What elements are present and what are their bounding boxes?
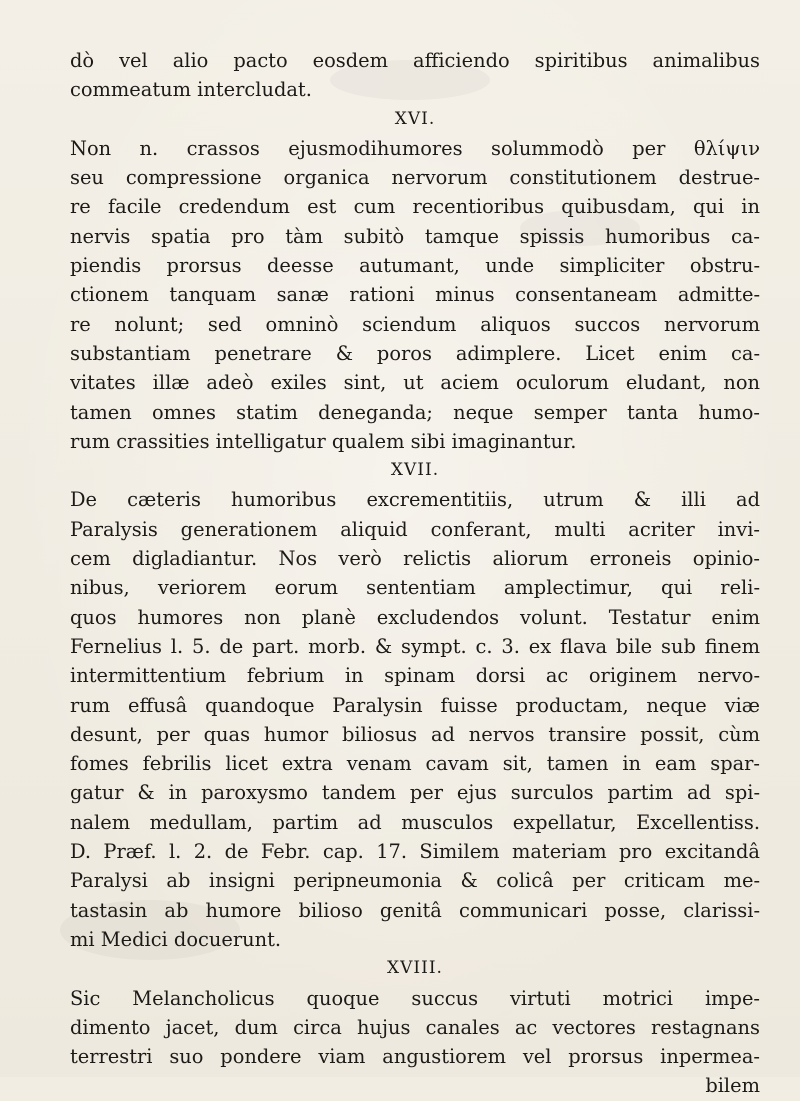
text-line: dò vel alio pacto eosdem afficiendo spiritibus animalibus — [70, 49, 760, 72]
text-line: nalem medullam, partim ad musculos expellatur, Excellentiss. — [70, 810, 760, 834]
text-line: D. Præf. l. 2. de Febr. cap. 17. Similem materiam pro excitandâ — [70, 840, 760, 864]
text-line: re facile credendum est cum recentioribus quibusdam, qui in — [70, 195, 760, 219]
section-number: XVII. — [390, 460, 440, 481]
text-line: vitates illæ adeò exiles sint, ut aciem oculorum eludant, non — [70, 371, 760, 395]
text-line: terrestri suo pondere viam angustiorem vel prorsus inpermea- — [70, 1045, 760, 1069]
text-line: Paralysis generationem aliquid conferant, multi acriter invi- — [70, 517, 760, 541]
text-line: substantiam penetrare & poros adimplere. Licet enim ca- — [70, 341, 760, 365]
body-text — [70, 46, 760, 1101]
text-line: rum crassities intelligatur qualem sibi imaginantur. — [70, 429, 577, 453]
text-line: quos humores non planè excludendos volunt. Testatur enim — [70, 605, 760, 629]
text-line: tastasin ab humore bilioso genitâ communicari posse, clarissi- — [70, 898, 760, 922]
text-line: intermittentium febrium in spinam dorsi ac originem nervo- — [70, 664, 760, 688]
section-number: XVIII. — [387, 958, 443, 979]
text-line: seu compressione organica nervorum constitutionem destrue- — [70, 166, 760, 190]
text-line: piendis prorsus deesse autumant, unde simpliciter obstru- — [70, 254, 760, 278]
text-line: Sic Melancholicus quoque succus virtuti motrici impe- — [70, 986, 760, 1010]
text-line: commeatum intercludat. — [70, 78, 312, 102]
text-line: ctionem tanquam sanæ rationi minus consentaneam admitte- — [70, 283, 760, 307]
text-line: mi Medici docuerunt. — [70, 927, 282, 951]
text-line: nervis spatia pro tàm subitò tamque spissis humoribus ca- — [70, 224, 760, 248]
text-line: Non n. crassos ejusmodihumores solummodò per θλίψιν — [70, 136, 760, 160]
text-line: nibus, veriorem eorum sententiam amplectimur, qui reli- — [70, 576, 760, 600]
text-line: fomes febrilis licet extra venam cavam sit, tamen in eam spar- — [70, 752, 760, 776]
text-line: re nolunt; sed omninò sciendum aliquos succos nervorum — [70, 312, 760, 336]
text-line: tamen omnes statim deneganda; neque semper tanta humo- — [70, 400, 760, 424]
section-number: XVI. — [394, 108, 436, 129]
text-line: De cæteris humoribus excrementitiis, utrum & illi ad — [70, 488, 760, 512]
text-line: Paralysi ab insigni peripneumonia & colicâ per criticam me- — [70, 869, 760, 893]
text-line: gatur & in paroxysmo tandem per ejus surculos partim ad spi- — [70, 781, 760, 805]
text-line: desunt, per quas humor biliosus ad nervos transire possit, cùm — [70, 722, 760, 746]
catchword: bilem — [705, 1074, 760, 1098]
text-line: Fernelius l. 5. de part. morb. & sympt. c. 3. ex flava bile sub finem — [70, 634, 760, 658]
text-line: dimento jacet, dum circa hujus canales ac vectores restagnans — [70, 1015, 760, 1039]
text-line: cem digladiantur. Nos verò relictis aliorum erroneis opinio- — [70, 547, 760, 571]
text-line: rum effusâ quandoque Paralysin fuisse productam, neque viæ — [70, 693, 760, 717]
